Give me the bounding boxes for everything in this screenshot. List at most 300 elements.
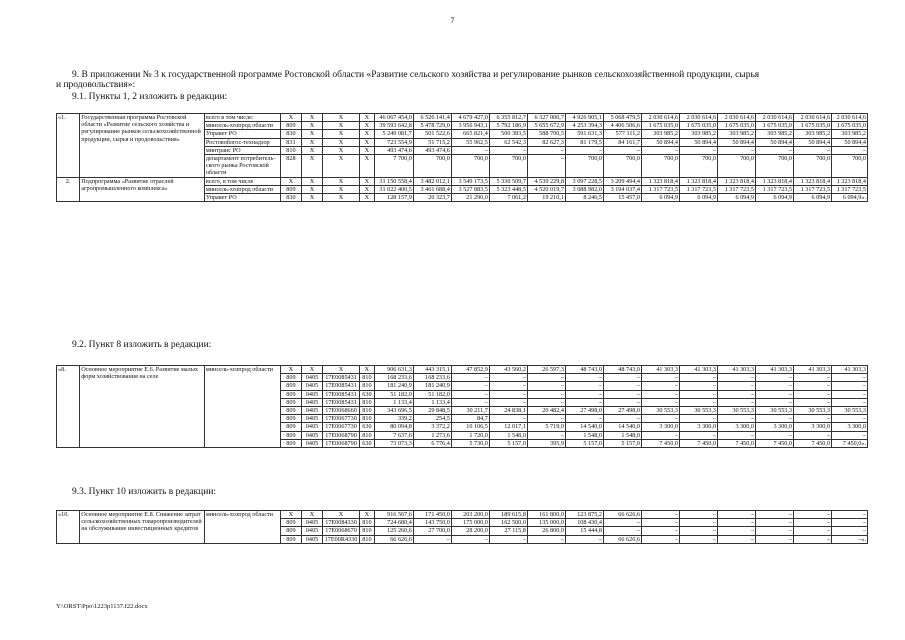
code-cell: 0405 (301, 415, 322, 423)
value-cell: – (717, 535, 755, 543)
value-cell: – (756, 511, 794, 519)
value-cell: – (527, 382, 565, 390)
code-cell: 810 (360, 535, 375, 543)
value-cell: 700,0 (641, 155, 679, 178)
value-cell: 1 548,0 (603, 431, 641, 439)
value-cell: 2 030 614,6 (679, 114, 717, 122)
value-cell: – (756, 527, 794, 535)
value-cell: 1 675 035,0 (794, 122, 832, 130)
value-cell: 254,5 (413, 415, 451, 423)
value-cell: 906 631,3 (374, 366, 413, 374)
code-cell: 17Е0068790 (323, 431, 360, 439)
responsible-executor: департамент потребитель-ского рынка Ростовской области (204, 155, 280, 178)
code-cell: X (360, 194, 375, 202)
code-cell: X (360, 177, 375, 185)
value-cell: 1 133,4 (374, 398, 413, 406)
value-cell: 3 300,0 (641, 423, 679, 431)
value-cell: – (832, 431, 868, 439)
value-cell: 27 498,0 (603, 407, 641, 415)
value-cell: 10 106,5 (451, 423, 489, 431)
code-cell: X (301, 130, 322, 138)
value-cell: 700,0 (489, 155, 527, 178)
value-cell: 1 323 818,4 (794, 177, 832, 185)
value-cell: 39 593 642,8 (374, 122, 413, 130)
value-cell: – (717, 146, 755, 154)
value-cell: 30 553,3 (756, 407, 794, 415)
value-cell: 500 383,5 (489, 130, 527, 138)
value-cell: – (527, 146, 565, 154)
value-cell: – (717, 431, 755, 439)
value-cell: 1 317 723,5 (679, 185, 717, 193)
value-cell: 700,0 (413, 155, 451, 178)
value-cell: – (641, 519, 679, 527)
value-cell: – (756, 415, 794, 423)
code-cell: X (301, 366, 322, 374)
value-cell: 1 675 035,0 (832, 122, 868, 130)
code-cell: 0405 (301, 527, 322, 535)
value-cell: – (794, 415, 832, 423)
value-cell: 1 273,6 (413, 431, 451, 439)
value-cell: – (794, 146, 832, 154)
value-cell: 3 482 012,1 (413, 177, 451, 185)
code-cell: 809 (280, 439, 301, 447)
code-cell: 828 (280, 155, 301, 178)
value-cell: – (679, 527, 717, 535)
value-cell: – (527, 415, 565, 423)
value-cell: – (565, 382, 603, 390)
value-cell: 3 300,0 (794, 423, 832, 431)
value-cell: 189 615,8 (489, 511, 527, 519)
value-cell: 7 450,0 (756, 439, 794, 447)
code-cell: 830 (280, 194, 301, 202)
value-cell: – (679, 398, 717, 406)
value-cell: 3 300,0 (756, 423, 794, 431)
value-cell: 700,0 (756, 155, 794, 178)
value-cell: 161 800,0 (527, 511, 565, 519)
value-cell: 7 450,0 (641, 439, 679, 447)
code-cell: 809 (280, 415, 301, 423)
value-cell: 1 323 818,4 (679, 177, 717, 185)
code-cell: 809 (280, 374, 301, 382)
value-cell: 30 553,3 (717, 407, 755, 415)
value-cell: 5 719,0 (527, 423, 565, 431)
code-cell: X (301, 114, 322, 122)
value-cell: 171 450,0 (413, 511, 451, 519)
value-cell: 28 200,0 (451, 527, 489, 535)
value-cell: – (794, 382, 832, 390)
value-cell: – (451, 390, 489, 398)
code-cell: X (360, 130, 375, 138)
value-cell: 7 450,0 (717, 439, 755, 447)
code-cell: 809 (280, 407, 301, 415)
paragraph-9-3: 9.3. Пункт 10 изложить в редакции: (72, 487, 217, 497)
value-cell: 5 157,0 (489, 439, 527, 447)
value-cell: 6 526 141,4 (413, 114, 451, 122)
value-cell: – (717, 527, 755, 535)
value-cell: – (489, 146, 527, 154)
value-cell: 84 161,7 (603, 138, 641, 146)
value-cell: 1 720,0 (451, 431, 489, 439)
page-number: 7 (450, 16, 455, 25)
value-cell: 1 548,0 (489, 431, 527, 439)
value-cell: 6 094,9 (641, 194, 679, 202)
value-cell: 14 540,0 (565, 423, 603, 431)
value-cell: 6 094,9». (832, 194, 868, 202)
value-cell: – (717, 511, 755, 519)
value-cell: – (641, 398, 679, 406)
program-name: Государственная программа Ростовской области «Развитие сельского хозяйства и регулирование рынков сельскохозяйственной продукции, сырья и продовольствия» (80, 114, 205, 178)
code-cell: X (360, 146, 375, 154)
code-cell: X (360, 366, 375, 374)
value-cell: 6 094,9 (794, 194, 832, 202)
value-cell: 26 597,3 (527, 366, 565, 374)
value-cell: 5 330 509,7 (489, 177, 527, 185)
code-cell: X (301, 177, 322, 185)
value-cell: 6 094,9 (717, 194, 755, 202)
value-cell: 162 500,0 (489, 519, 527, 527)
responsible-executor: минсель-хозпрод области (204, 366, 280, 448)
value-cell: – (527, 535, 565, 543)
code-cell: X (301, 122, 322, 130)
value-cell: 2 030 614,6 (717, 114, 755, 122)
value-cell: 41 303,3 (717, 366, 755, 374)
value-cell: 303 985,2 (679, 130, 717, 138)
code-cell: X (301, 194, 322, 202)
code-cell: 0405 (301, 390, 322, 398)
code-cell: 809 (280, 122, 301, 130)
value-cell: 66 626,6 (603, 511, 641, 519)
value-cell: 135 000,0 (527, 519, 565, 527)
table-row (57, 366, 868, 374)
value-cell: 30 553,3 (679, 407, 717, 415)
value-cell: 82 627,3 (527, 138, 565, 146)
value-cell: 30 553,3 (832, 407, 868, 415)
value-cell: 700,0 (794, 155, 832, 178)
code-cell: X (301, 511, 322, 519)
value-cell: – (565, 535, 603, 543)
value-cell: – (489, 374, 527, 382)
value-cell: 303 985,2 (794, 130, 832, 138)
table-point-10 (56, 510, 868, 544)
value-cell: 4 539 229,8 (527, 177, 565, 185)
responsible-executor: минсель-хозпрод области (204, 511, 280, 544)
value-cell: 73 073,3 (374, 439, 413, 447)
value-cell: 123 875,2 (565, 511, 603, 519)
value-cell: 181 240,9 (413, 382, 451, 390)
value-cell: 3 300,0 (832, 423, 868, 431)
value-cell: – (794, 519, 832, 527)
code-cell: 810 (360, 374, 375, 382)
value-cell: 501 522,6 (413, 130, 451, 138)
value-cell: – (756, 374, 794, 382)
code-cell: 17Е0085431 (323, 398, 360, 406)
table-row (57, 177, 868, 185)
value-cell: – (832, 415, 868, 423)
value-cell: – (641, 431, 679, 439)
value-cell: – (717, 382, 755, 390)
value-cell: 31 150 558,4 (374, 177, 413, 185)
value-cell: 3 097 228,5 (565, 177, 603, 185)
value-cell: 1 317 723,5 (794, 185, 832, 193)
value-cell: – (603, 527, 641, 535)
code-cell: 809 (280, 185, 301, 193)
value-cell: 5 157,0 (565, 439, 603, 447)
value-cell: 51 182,0 (413, 390, 451, 398)
value-cell: 1 317 723,5 (641, 185, 679, 193)
value-cell: – (489, 382, 527, 390)
value-cell: 7 450,0». (832, 439, 868, 447)
value-cell: – (527, 390, 565, 398)
value-cell: – (832, 382, 868, 390)
value-cell: 1 323 818,4 (717, 177, 755, 185)
value-cell: 493 474,6 (413, 146, 451, 154)
value-cell: 41 303,3 (679, 366, 717, 374)
value-cell: – (451, 146, 489, 154)
value-cell: 30 211,7 (451, 407, 489, 415)
value-cell: – (603, 382, 641, 390)
value-cell: 1 323 818,4 (641, 177, 679, 185)
code-cell: X (280, 177, 301, 185)
value-cell: 1 317 723,5 (717, 185, 755, 193)
value-cell: – (641, 390, 679, 398)
value-cell: – (832, 511, 868, 519)
value-cell: 41 303,3 (756, 366, 794, 374)
paragraph-9-2: 9.2. Пункт 8 изложить в редакции: (72, 340, 212, 350)
value-cell: 15 457,0 (603, 194, 641, 202)
value-cell: 27 498,0 (565, 407, 603, 415)
value-cell: 168 233,6 (413, 374, 451, 382)
value-cell: – (794, 374, 832, 382)
value-cell: 31 022 400,5 (374, 185, 413, 193)
code-cell: 17Е0067730 (323, 415, 360, 423)
value-cell: – (756, 398, 794, 406)
value-cell: – (603, 398, 641, 406)
responsible-executor: Управет РО (204, 130, 280, 138)
value-cell: – (641, 382, 679, 390)
value-cell: 2 030 614,6 (641, 114, 679, 122)
code-cell: 17Е0085431 (323, 382, 360, 390)
code-cell: X (301, 185, 322, 193)
value-cell: – (832, 374, 868, 382)
code-cell: X (323, 130, 360, 138)
code-cell: 810 (360, 407, 375, 415)
code-cell: 17Е0084330 (323, 519, 360, 527)
value-cell: 3 300,0 (679, 423, 717, 431)
code-cell: X (323, 511, 360, 519)
value-cell: 343 696,5 (374, 407, 413, 415)
value-cell: 50 894,4 (832, 138, 868, 146)
table-points-1-2 (56, 113, 868, 202)
value-cell: 47 852,9 (451, 366, 489, 374)
value-cell: 181 240,9 (374, 382, 413, 390)
value-cell: 2 030 614,6 (756, 114, 794, 122)
value-cell: 700,0 (717, 155, 755, 178)
value-cell: 41 303,3 (641, 366, 679, 374)
value-cell: – (679, 519, 717, 527)
value-cell: 700,0 (832, 155, 868, 178)
code-cell: X (360, 155, 375, 178)
value-cell: 1 675 035,0 (679, 122, 717, 130)
value-cell: 48 743,0 (565, 366, 603, 374)
value-cell: 1 317 723,5 (832, 185, 868, 193)
code-cell: 810 (360, 415, 375, 423)
value-cell: 700,0 (451, 155, 489, 178)
value-cell: 27 115,8 (489, 527, 527, 535)
code-cell: 809 (280, 390, 301, 398)
value-cell: 50 894,4 (641, 138, 679, 146)
value-cell: 4 253 394,3 (565, 122, 603, 130)
value-cell: 41 303,3 (832, 366, 868, 374)
value-cell: 4 926 905,1 (565, 114, 603, 122)
value-cell: 6 355 812,7 (489, 114, 527, 122)
code-cell: X (360, 185, 375, 193)
value-cell: 339,2 (374, 415, 413, 423)
value-cell: – (832, 146, 868, 154)
code-cell: 830 (280, 130, 301, 138)
responsible-executor: Управет РО (204, 194, 280, 202)
value-cell: – (641, 415, 679, 423)
value-cell: 724 680,4 (374, 519, 413, 527)
code-cell: X (323, 146, 360, 154)
value-cell: 4 406 506,6 (603, 122, 641, 130)
responsible-executor: всего, в том числе (204, 177, 280, 185)
value-cell: – (565, 146, 603, 154)
value-cell: – (603, 519, 641, 527)
code-cell: X (323, 138, 360, 146)
value-cell: – (794, 390, 832, 398)
code-cell: 0405 (301, 407, 322, 415)
value-cell: 3 461 688,4 (413, 185, 451, 193)
value-cell: 1 133,4 (413, 398, 451, 406)
value-cell: – (756, 382, 794, 390)
value-cell: 916 567,6 (374, 511, 413, 519)
value-cell: – (641, 535, 679, 543)
code-cell: 17Е0068790 (323, 439, 360, 447)
value-cell: – (717, 415, 755, 423)
value-cell: 15 444,8 (565, 527, 603, 535)
value-cell: – (794, 511, 832, 519)
value-cell: 443 315,1 (413, 366, 451, 374)
code-cell: X (360, 114, 375, 122)
value-cell: – (527, 374, 565, 382)
value-cell: 125 260,6 (374, 527, 413, 535)
value-cell: – (603, 146, 641, 154)
value-cell: 46 067 454,0 (374, 114, 413, 122)
value-cell: 24 838,1 (489, 407, 527, 415)
value-cell: 26 800,0 (527, 527, 565, 535)
code-cell: X (360, 138, 375, 146)
value-cell: 3 956 943,1 (451, 122, 489, 130)
code-cell: 810 (280, 146, 301, 154)
value-cell: 4 520 019,7 (527, 185, 565, 193)
value-cell: 5 655 672,9 (527, 122, 565, 130)
value-cell: – (565, 415, 603, 423)
value-cell: 6 094,9 (756, 194, 794, 202)
code-cell: X (323, 122, 360, 130)
value-cell: 108 430,4 (565, 519, 603, 527)
row-number: «10. (57, 511, 80, 544)
value-cell: – (679, 535, 717, 543)
value-cell: 5 792 186,9 (489, 122, 527, 130)
value-cell: – (451, 535, 489, 543)
value-cell: – (679, 390, 717, 398)
value-cell: – (756, 519, 794, 527)
code-cell: X (280, 366, 301, 374)
value-cell: 700,0 (679, 155, 717, 178)
value-cell: 5 730,0 (451, 439, 489, 447)
code-cell: 809 (280, 527, 301, 535)
code-cell: 809 (280, 535, 301, 543)
value-cell: 1 323 818,4 (832, 177, 868, 185)
value-cell: – (527, 398, 565, 406)
code-cell: 630 (360, 390, 375, 398)
table-point-8 (56, 365, 868, 448)
value-cell: 395,9 (527, 439, 565, 447)
value-cell: 3 300,0 (717, 423, 755, 431)
value-cell: – (794, 527, 832, 535)
value-cell: – (679, 415, 717, 423)
code-cell: 0405 (301, 374, 322, 382)
value-cell: – (794, 535, 832, 543)
value-cell: 700,0 (603, 155, 641, 178)
value-cell: 80 094,8 (374, 423, 413, 431)
value-cell: 3 209 494,4 (603, 177, 641, 185)
value-cell: – (717, 390, 755, 398)
value-cell: – (451, 398, 489, 406)
code-cell: 17Е00R4330 (323, 535, 360, 543)
value-cell: 700,0 (565, 155, 603, 178)
table-row (57, 114, 868, 122)
value-cell: – (565, 398, 603, 406)
value-cell: – (489, 390, 527, 398)
value-cell: 3 527 883,5 (451, 185, 489, 193)
paragraph-9-1: 9.1. Пункты 1, 2 изложить в редакции: (72, 92, 228, 102)
row-number: 2. (57, 177, 80, 202)
code-cell: X (323, 114, 360, 122)
value-cell: 30 553,3 (641, 407, 679, 415)
code-cell: 17Е0085431 (323, 374, 360, 382)
value-cell: – (756, 390, 794, 398)
code-cell: 809 (280, 519, 301, 527)
value-cell: 84,7 (451, 415, 489, 423)
value-cell: 41 303,3 (794, 366, 832, 374)
value-cell: – (794, 431, 832, 439)
value-cell: 5 068 479,5 (603, 114, 641, 122)
value-cell: 66 626,6 (374, 535, 413, 543)
value-cell: 665 821,4 (451, 130, 489, 138)
value-cell: 20 482,4 (527, 407, 565, 415)
code-cell: X (360, 511, 375, 519)
value-cell: 4 679 427,0 (451, 114, 489, 122)
value-cell: 175 000,0 (451, 519, 489, 527)
value-cell: 3 088 982,0 (565, 185, 603, 193)
value-cell: 14 540,0 (603, 423, 641, 431)
value-cell: – (832, 527, 868, 535)
value-cell: 81 179,5 (565, 138, 603, 146)
code-cell: 17Е0068670 (323, 527, 360, 535)
value-cell: –». (832, 535, 868, 543)
value-cell: – (756, 146, 794, 154)
value-cell: 303 985,2 (756, 130, 794, 138)
value-cell: 303 985,2 (717, 130, 755, 138)
code-cell: X (323, 177, 360, 185)
value-cell: 493 474,6 (374, 146, 413, 154)
value-cell: – (832, 519, 868, 527)
code-cell: 809 (280, 398, 301, 406)
value-cell: 7 450,0 (794, 439, 832, 447)
value-cell: 2 030 614,6 (794, 114, 832, 122)
value-cell: 48 743,0 (603, 366, 641, 374)
